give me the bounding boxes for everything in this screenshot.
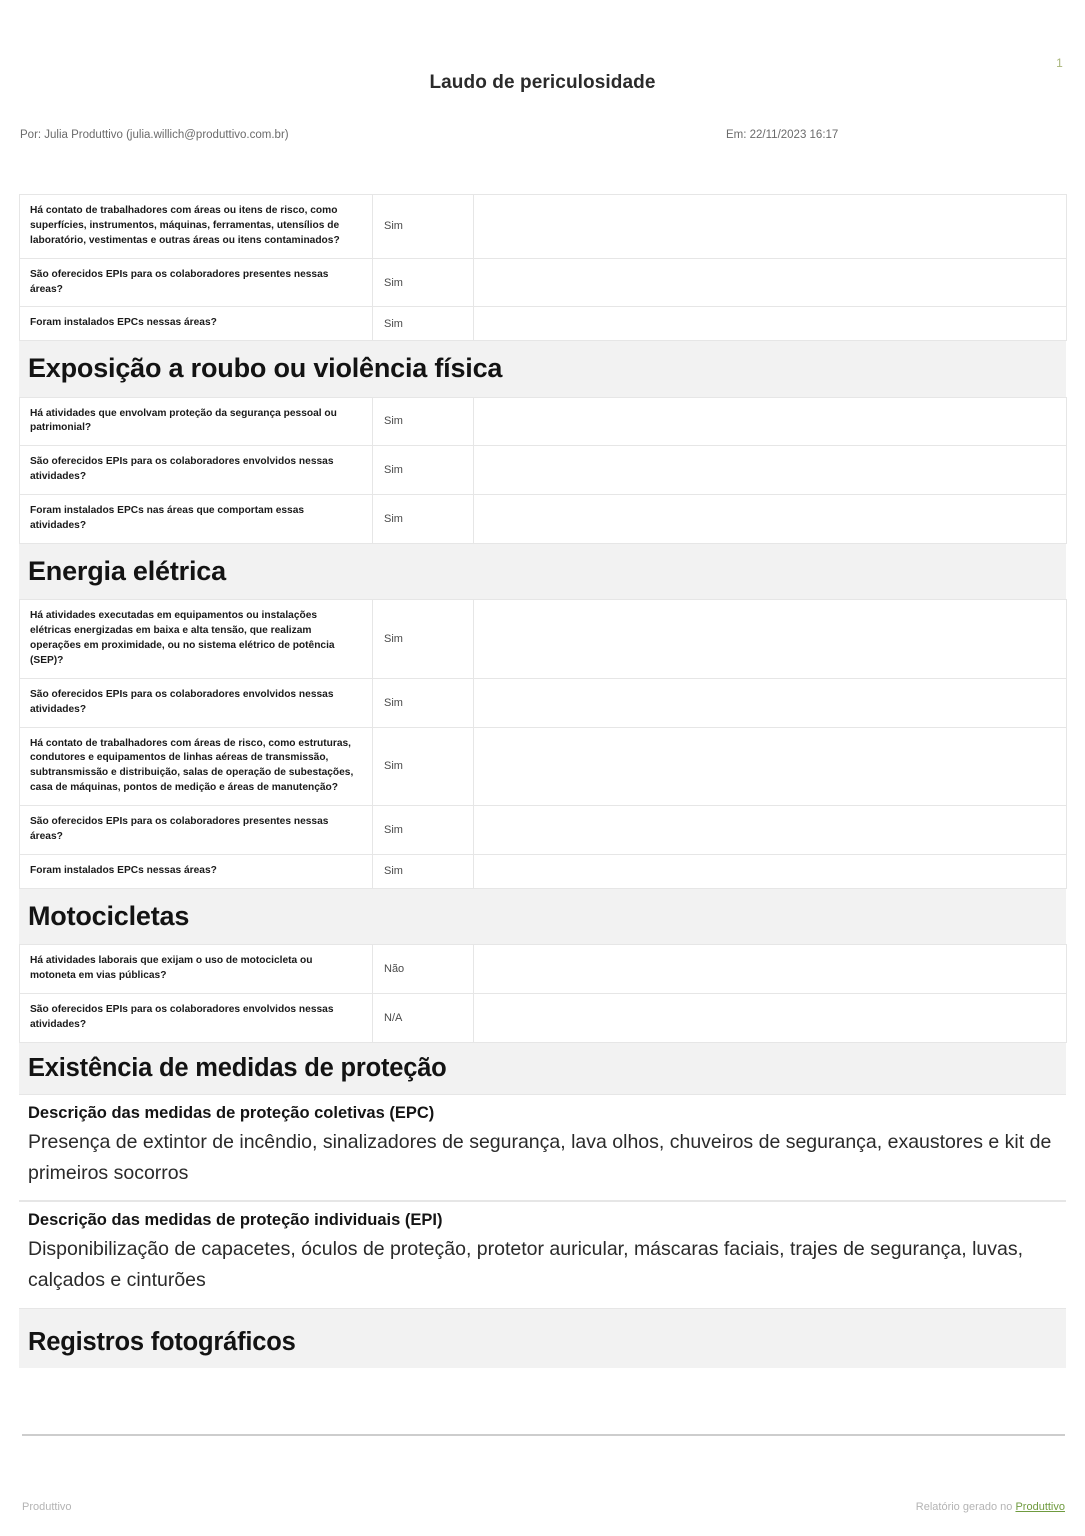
table-row	[20, 495, 1067, 544]
table-row	[20, 806, 1067, 855]
question-cell: São oferecidos EPIs para os colaboradores presentes nessas áreas?	[20, 258, 373, 307]
observation-cell	[474, 678, 1067, 727]
page-title: Laudo de periculosidade	[429, 72, 656, 93]
observation-cell	[474, 258, 1067, 307]
observation-cell	[474, 195, 1067, 259]
table-row	[20, 258, 1067, 307]
observation-cell	[474, 993, 1067, 1042]
answer-cell: Sim	[373, 854, 474, 888]
page-number: 1	[1056, 56, 1063, 70]
description-block	[19, 1201, 1066, 1308]
observation-cell	[474, 944, 1067, 993]
question-cell: Foram instalados EPCs nessas áreas?	[20, 307, 373, 341]
section-heading-text: Motocicletas	[28, 900, 190, 931]
table-row	[20, 397, 1067, 446]
section-heading-text: Existência de medidas de proteção	[28, 1053, 447, 1082]
table-row	[20, 446, 1067, 495]
table-row	[20, 944, 1067, 993]
section-heading-text: Energia elétrica	[28, 555, 226, 586]
question-cell: São oferecidos EPIs para os colaboradores envolvidos nessas atividades?	[20, 993, 373, 1042]
answer-cell: Sim	[373, 678, 474, 727]
observation-cell	[474, 600, 1067, 679]
description-label: Descrição das medidas de proteção individuais (EPI)	[28, 1211, 443, 1230]
table-row	[20, 195, 1067, 259]
answer-cell: Sim	[373, 495, 474, 544]
observation-cell	[474, 307, 1067, 341]
question-cell: Há contato de trabalhadores com áreas de risco, como estruturas, condutores e equipamentos de linhas aéreas de transmissão, subtransmissão e distribuição, salas de operação de subestações, casa de máquinas, pontos de medição e áreas de manutenção?	[20, 727, 373, 806]
photos-empty-area	[19, 1368, 1066, 1394]
table-row	[20, 993, 1067, 1042]
observation-cell	[474, 727, 1067, 806]
question-cell: São oferecidos EPIs para os colaboradores presentes nessas áreas?	[20, 806, 373, 855]
question-cell: São oferecidos EPIs para os colaboradores envolvidos nessas atividades?	[20, 446, 373, 495]
question-cell: Foram instalados EPCs nas áreas que comportam essas atividades?	[20, 495, 373, 544]
answer-cell: Não	[373, 944, 474, 993]
footer-divider	[22, 1434, 1065, 1436]
description-block	[19, 1094, 1066, 1201]
answer-cell: N/A	[373, 993, 474, 1042]
section-header	[19, 544, 1066, 599]
answer-cell: Sim	[373, 195, 474, 259]
page-footer	[22, 1501, 1065, 1517]
sections-container	[19, 194, 1066, 1394]
answer-cell: Sim	[373, 307, 474, 341]
section-header	[19, 341, 1066, 396]
question-cell: Há contato de trabalhadores com áreas ou itens de risco, como superfícies, instrumentos, máquinas, ferramentas, utensílios de laboratório, vestimentas e outras áreas ou itens contaminados?	[20, 195, 373, 259]
answer-cell: Sim	[373, 600, 474, 679]
section-header-photos	[19, 1317, 1066, 1369]
observation-cell	[474, 854, 1067, 888]
observation-cell	[474, 397, 1067, 446]
document-meta	[20, 129, 1065, 145]
question-cell: Há atividades que envolvam proteção da segurança pessoal ou patrimonial?	[20, 397, 373, 446]
question-cell: Há atividades laborais que exijam o uso de motocicleta ou motoneta em vias públicas?	[20, 944, 373, 993]
report-body	[19, 194, 1066, 1394]
section-heading-text: Exposição a roubo ou violência física	[28, 353, 503, 384]
table-row	[20, 307, 1067, 341]
section-heading-text: Registros fotográficos	[28, 1327, 296, 1356]
footer-credit	[916, 1501, 1065, 1513]
author-line: Por: Julia Produttivo (julia.willich@produttivo.com.br)	[20, 129, 289, 141]
footer-credit-text: Relatório gerado no	[915, 1501, 1016, 1513]
table-row	[20, 600, 1067, 679]
section-header-protection	[19, 1043, 1066, 1095]
description-text: Presença de extintor de incêndio, sinalizadores de segurança, lava olhos, chuveiros de segurança, exaustores e kit de primeiros socorros	[28, 1130, 1052, 1184]
question-table	[19, 194, 1067, 341]
generated-date: Em: 22/11/2023 16:17	[726, 129, 839, 141]
question-table	[19, 944, 1067, 1043]
question-cell: Há atividades executadas em equipamentos ou instalações elétricas energizadas em baixa e alta tensão, que realizam operações em proximidade, ou no sistema elétrico de potência (SEP)?	[20, 600, 373, 679]
table-row	[20, 854, 1067, 888]
table-row	[20, 727, 1067, 806]
answer-cell: Sim	[373, 446, 474, 495]
description-label: Descrição das medidas de proteção coletivas (EPC)	[28, 1104, 435, 1123]
footer-brand: Produttivo	[22, 1501, 72, 1513]
section-header	[19, 889, 1066, 944]
produttivo-link[interactable]: Produttivo	[1015, 1501, 1065, 1513]
description-text: Disponibilização de capacetes, óculos de proteção, protetor auricular, máscaras faciais, trajes de segurança, luvas, calçados e cinturões	[28, 1238, 1024, 1291]
observation-cell	[474, 495, 1067, 544]
answer-cell: Sim	[373, 727, 474, 806]
answer-cell: Sim	[373, 258, 474, 307]
answer-cell: Sim	[373, 397, 474, 446]
table-row	[20, 678, 1067, 727]
observation-cell	[474, 806, 1067, 855]
question-table	[19, 599, 1067, 889]
question-table	[19, 397, 1067, 544]
answer-cell: Sim	[373, 806, 474, 855]
question-cell: São oferecidos EPIs para os colaboradores envolvidos nessas atividades?	[20, 678, 373, 727]
section-spacer	[19, 1309, 1066, 1317]
observation-cell	[474, 446, 1067, 495]
question-cell: Foram instalados EPCs nessas áreas?	[20, 854, 373, 888]
